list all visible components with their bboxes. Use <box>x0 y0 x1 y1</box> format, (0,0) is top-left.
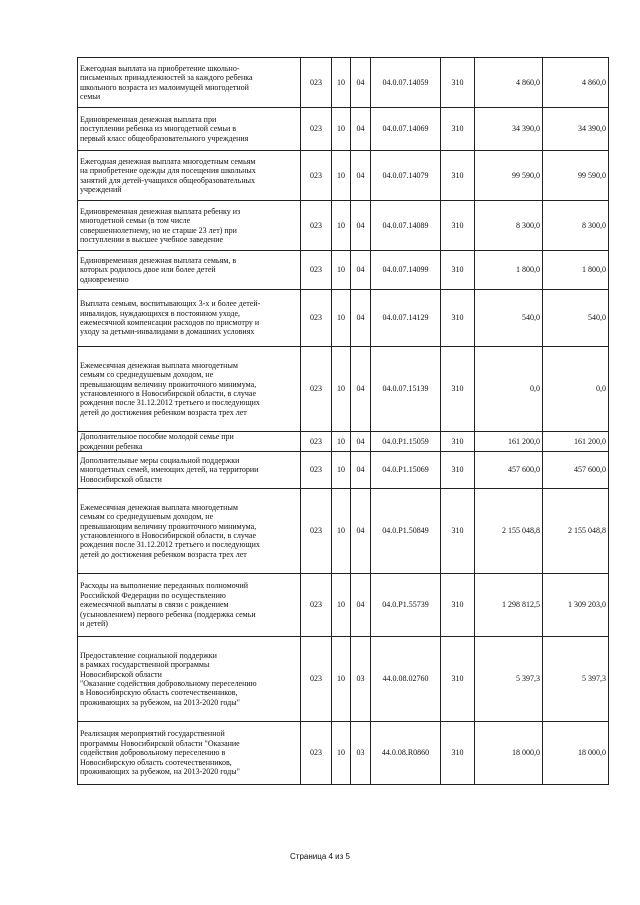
row-name-cell: Единовременная денежная выплата при поступлении ребенка из многодетной семьи в первый класс общеобразовательного учреждения <box>78 108 301 151</box>
amount-year2-cell: 4 860,0 <box>543 58 609 108</box>
expense-type-cell: 310 <box>441 637 475 722</box>
amount-year1-cell: 0,0 <box>475 347 543 432</box>
page-footer: Страница 4 из 5 <box>290 852 350 861</box>
amount-year2-cell: 2 155 048,8 <box>543 489 609 574</box>
ministry-code-cell: 023 <box>301 452 332 489</box>
amount-year2-cell: 8 300,0 <box>543 201 609 251</box>
ministry-code-cell: 023 <box>301 201 332 251</box>
row-name-cell: Единовременная денежная выплата семьям, в которых родилось двое или более детей одновременно <box>78 251 301 290</box>
subsection-code-cell: 04 <box>351 251 371 290</box>
target-article-cell: 04.0.07.14089 <box>371 201 441 251</box>
row-name-cell: Ежегодная денежная выплата многодетным семьям на приобретение одежды для посещения школьных занятий для детей-учащихся общеобразовательных учреждений <box>78 151 301 201</box>
expense-type-cell: 310 <box>441 722 475 785</box>
amount-year2-cell: 0,0 <box>543 347 609 432</box>
expense-type-cell: 310 <box>441 251 475 290</box>
section-code-cell: 10 <box>332 108 351 151</box>
ministry-code-cell: 023 <box>301 290 332 347</box>
section-code-cell: 10 <box>332 574 351 637</box>
expense-type-cell: 310 <box>441 290 475 347</box>
section-code-cell: 10 <box>332 722 351 785</box>
subsection-code-cell: 04 <box>351 452 371 489</box>
table-row <box>78 574 609 637</box>
amount-year2-cell: 5 397,3 <box>543 637 609 722</box>
table-row <box>78 347 609 432</box>
amount-year1-cell: 8 300,0 <box>475 201 543 251</box>
row-name-cell: Реализация мероприятий государственной программы Новосибирской области "Оказание содействия добровольному переселению в Новосибирскую область соотечественников, проживающих за рубежом, на 2013-2020 годы" <box>78 722 301 785</box>
table-row <box>78 58 609 108</box>
subsection-code-cell: 04 <box>351 151 371 201</box>
target-article-cell: 04.0.P1.50849 <box>371 489 441 574</box>
section-code-cell: 10 <box>332 58 351 108</box>
subsection-code-cell: 04 <box>351 489 371 574</box>
target-article-cell: 04.0.07.14079 <box>371 151 441 201</box>
amount-year1-cell: 34 390,0 <box>475 108 543 151</box>
ministry-code-cell: 023 <box>301 251 332 290</box>
target-article-cell: 04.0.07.14059 <box>371 58 441 108</box>
table-row <box>78 722 609 785</box>
expense-type-cell: 310 <box>441 347 475 432</box>
ministry-code-cell: 023 <box>301 574 332 637</box>
amount-year2-cell: 161 200,0 <box>543 432 609 452</box>
subsection-code-cell: 03 <box>351 637 371 722</box>
expense-type-cell: 310 <box>441 108 475 151</box>
amount-year1-cell: 5 397,3 <box>475 637 543 722</box>
amount-year2-cell: 457 600,0 <box>543 452 609 489</box>
amount-year2-cell: 540,0 <box>543 290 609 347</box>
amount-year1-cell: 1 800,0 <box>475 251 543 290</box>
table-row <box>78 432 609 452</box>
ministry-code-cell: 023 <box>301 722 332 785</box>
table-row <box>78 108 609 151</box>
section-code-cell: 10 <box>332 489 351 574</box>
subsection-code-cell: 04 <box>351 58 371 108</box>
target-article-cell: 44.0.08.R0860 <box>371 722 441 785</box>
table-row <box>78 251 609 290</box>
amount-year1-cell: 457 600,0 <box>475 452 543 489</box>
target-article-cell: 04.0.07.14099 <box>371 251 441 290</box>
expense-type-cell: 310 <box>441 201 475 251</box>
target-article-cell: 04.0.P1.15069 <box>371 452 441 489</box>
section-code-cell: 10 <box>332 347 351 432</box>
expense-type-cell: 310 <box>441 58 475 108</box>
ministry-code-cell: 023 <box>301 347 332 432</box>
ministry-code-cell: 023 <box>301 637 332 722</box>
expense-type-cell: 310 <box>441 432 475 452</box>
row-name-cell: Единовременная денежная выплата ребенку из многодетной семьи (в том числе совершеннолетнему, но не старше 23 лет) при поступлении в высшее учебное заведение <box>78 201 301 251</box>
section-code-cell: 10 <box>332 201 351 251</box>
table-row <box>78 489 609 574</box>
amount-year1-cell: 161 200,0 <box>475 432 543 452</box>
amount-year2-cell: 34 390,0 <box>543 108 609 151</box>
subsection-code-cell: 04 <box>351 432 371 452</box>
expense-type-cell: 310 <box>441 151 475 201</box>
ministry-code-cell: 023 <box>301 151 332 201</box>
target-article-cell: 44.0.08.02760 <box>371 637 441 722</box>
section-code-cell: 10 <box>332 432 351 452</box>
target-article-cell: 04.0.07.14129 <box>371 290 441 347</box>
row-name-cell: Выплата семьям, воспитывающих 3-х и более детей- инвалидов, нуждающихся в постоянном уходе, ежемесячной компенсации расходов по присмотру и уходу за детьми-инвалидами в домашних условиях <box>78 290 301 347</box>
expense-type-cell: 310 <box>441 574 475 637</box>
amount-year2-cell: 1 800,0 <box>543 251 609 290</box>
subsection-code-cell: 04 <box>351 574 371 637</box>
target-article-cell: 04.0.07.14069 <box>371 108 441 151</box>
subsection-code-cell: 04 <box>351 290 371 347</box>
table-row <box>78 637 609 722</box>
table-row <box>78 290 609 347</box>
subsection-code-cell: 03 <box>351 722 371 785</box>
ministry-code-cell: 023 <box>301 489 332 574</box>
target-article-cell: 04.0.07.15139 <box>371 347 441 432</box>
subsection-code-cell: 04 <box>351 108 371 151</box>
expense-type-cell: 310 <box>441 489 475 574</box>
row-name-cell: Ежемесячная денежная выплата многодетным семьям со среднедушевым доходом, не превышающим величину прожиточного минимума, установленного в Новосибирской области, в случае рождения после 31.12.2012 третьего и последующих детей до достижения ребенком возраста трех лет <box>78 489 301 574</box>
table-row <box>78 452 609 489</box>
amount-year2-cell: 18 000,0 <box>543 722 609 785</box>
budget-table <box>77 57 609 785</box>
ministry-code-cell: 023 <box>301 58 332 108</box>
row-name-cell: Дополнительные меры социальной поддержки многодетных семей, имеющих детей, на территории Новосибирской области <box>78 452 301 489</box>
ministry-code-cell: 023 <box>301 432 332 452</box>
section-code-cell: 10 <box>332 637 351 722</box>
target-article-cell: 04.0.P1.55739 <box>371 574 441 637</box>
subsection-code-cell: 04 <box>351 347 371 432</box>
amount-year2-cell: 1 309 203,0 <box>543 574 609 637</box>
target-article-cell: 04.0.P1.15059 <box>371 432 441 452</box>
row-name-cell: Ежемесячная денежная выплата многодетным семьям со среднедушевым доходом, не превышающим величину прожиточного минимума, установленного в Новосибирской области, в случае рождения после 31.12.2012 третьего и последующих детей до достижения ребенком возраста трех лет <box>78 347 301 432</box>
amount-year1-cell: 4 860,0 <box>475 58 543 108</box>
section-code-cell: 10 <box>332 251 351 290</box>
table-row <box>78 201 609 251</box>
expense-type-cell: 310 <box>441 452 475 489</box>
subsection-code-cell: 04 <box>351 201 371 251</box>
row-name-cell: Ежегодная выплата на приобретение школьно- письменных принадлежностей за каждого ребенка школьного возраста из малоимущей многодетной семьи <box>78 58 301 108</box>
amount-year1-cell: 18 000,0 <box>475 722 543 785</box>
table-row <box>78 151 609 201</box>
amount-year1-cell: 99 590,0 <box>475 151 543 201</box>
row-name-cell: Предоставление социальной поддержки в рамках государственной программы Новосибирской области "Оказание содействия добровольному переселению в Новосибирскую область соотечественников, проживающих за рубежом, на 2013-2020 годы" <box>78 637 301 722</box>
ministry-code-cell: 023 <box>301 108 332 151</box>
section-code-cell: 10 <box>332 290 351 347</box>
section-code-cell: 10 <box>332 151 351 201</box>
section-code-cell: 10 <box>332 452 351 489</box>
amount-year2-cell: 99 590,0 <box>543 151 609 201</box>
row-name-cell: Дополнительное пособие молодой семье при рождении ребенка <box>78 432 301 452</box>
amount-year1-cell: 1 298 812,5 <box>475 574 543 637</box>
row-name-cell: Расходы на выполнение переданных полномочий Российской Федерации по осуществлению ежемесячной выплаты в связи с рождением (усыновлением) первого ребенка (поддержка семьи и детей) <box>78 574 301 637</box>
amount-year1-cell: 540,0 <box>475 290 543 347</box>
amount-year1-cell: 2 155 048,8 <box>475 489 543 574</box>
